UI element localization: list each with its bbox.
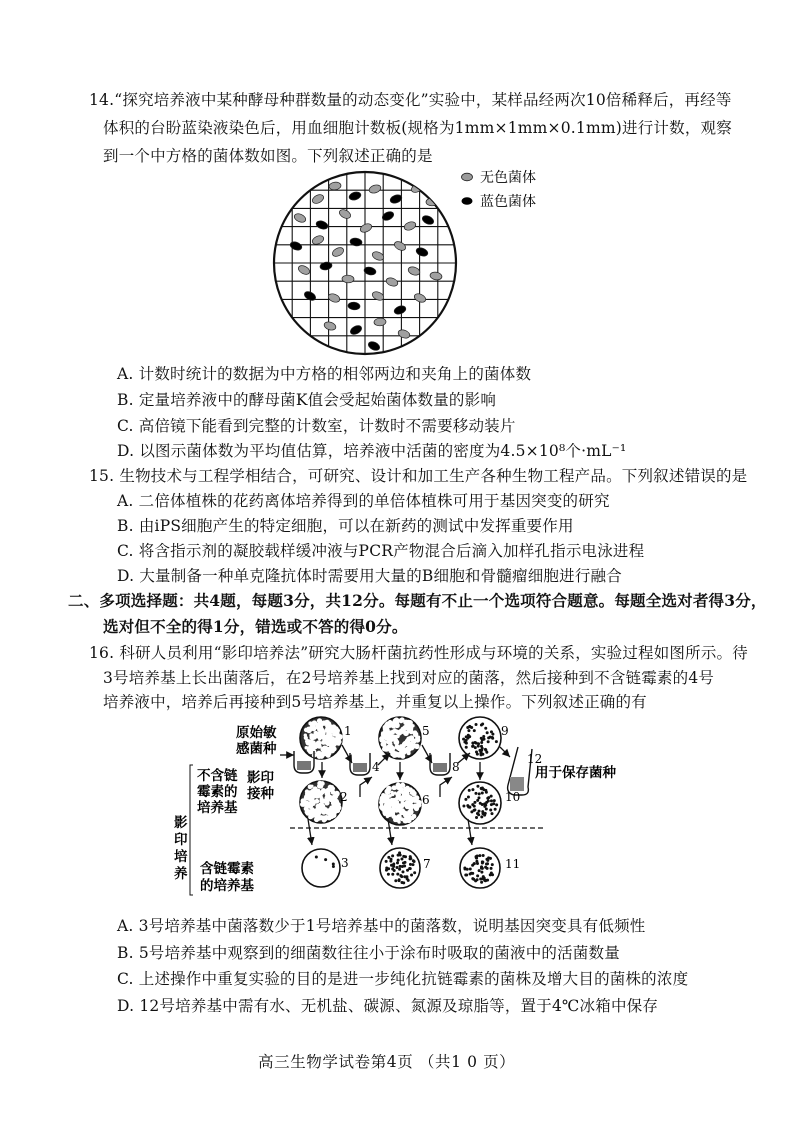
- num-1: 1: [344, 724, 352, 738]
- label-no-strep-2: 霉素的: [197, 784, 238, 800]
- q16-option-c: C. 上述操作中重复实验的目的是进一步纯化抗链霉素的菌株及增大目的菌株的浓度: [117, 970, 689, 988]
- legend-colorless: 无色菌体: [480, 170, 536, 186]
- num-9: 9: [501, 724, 509, 738]
- label-side-4: 养: [174, 866, 188, 882]
- q15-option-a: A. 二倍体植株的花药离体培养得到的单倍体植株可用于基因突变的研究: [117, 492, 610, 510]
- q16-option-d: D. 12号培养基中需有水、无机盐、碳源、氮源及琼脂等，置于4℃冰箱中保存: [117, 997, 659, 1015]
- num-5: 5: [422, 724, 430, 738]
- section2-line2: 选对但不全的得1分，错选或不答的得0分。: [103, 617, 408, 636]
- q14-option-c: C. 高倍镜下能看到完整的计数室，计数时不需要移动装片: [117, 417, 516, 435]
- hemocytometer-figure: [0, 0, 800, 370]
- label-replica-2: 接种: [247, 786, 274, 802]
- blue-cell-icon: [462, 197, 473, 205]
- num-8: 8: [452, 760, 460, 774]
- legend-blue: 蓝色菌体: [480, 194, 536, 210]
- q14-stem-line3: 到一个中方格的菌体数如图。下列叙述正确的是: [103, 147, 433, 165]
- q16-option-b: B. 5号培养基中观察到的细菌数往往小于涂布时吸取的菌液中的活菌数量: [117, 944, 620, 962]
- label-original-2: 感菌种: [236, 741, 277, 757]
- label-with-strep-2: 的培养基: [200, 878, 254, 894]
- label-original-1: 原始敏: [236, 725, 277, 741]
- num-4: 4: [372, 760, 380, 774]
- label-no-strep-3: 培养基: [197, 800, 238, 816]
- q14-option-a: A. 计数时统计的数据为中方格的相邻两边和夹角上的菌体数: [117, 365, 532, 383]
- colorless-cell-icon: [462, 173, 473, 181]
- num-11: 11: [505, 857, 521, 871]
- label-side-2: 印: [174, 832, 188, 848]
- label-replica-1: 影印: [247, 770, 274, 786]
- q15-option-c: C. 将含指示剂的凝胶载样缓冲液与PCR产物混合后滴入加样孔指示电泳进程: [117, 542, 645, 560]
- replica-plating-diagram: [0, 705, 800, 905]
- q16-stem-line1: 16. 科研人员利用“影印培养法”研究大肠杆菌抗药性形成与环境的关系，实验过程如图所示。待: [89, 644, 748, 662]
- num-12: 12: [527, 752, 543, 766]
- q14-stem-line1: 14.“探究培养液中某种酵母种群数量的动态变化”实验中，某样品经两次10倍稀释后，再经等: [89, 91, 732, 109]
- q16-stem-line2: 3号培养基上长出菌落后，在2号培养基上找到对应的菌落，然后接种到不含链霉素的4号: [103, 669, 715, 687]
- page-footer: 高三生物学试卷第4页 （共1 0 页）: [258, 1053, 516, 1071]
- label-with-strep-1: 含链霉素: [200, 861, 254, 877]
- q15-option-b: B. 由iPS细胞产生的特定细胞，可以在新药的测试中发挥重要作用: [117, 517, 574, 535]
- label-side-1: 影: [174, 815, 188, 831]
- num-6: 6: [422, 793, 430, 807]
- q14-stem-line2: 体积的台盼蓝染液染色后，用血细胞计数板(规格为1mm×1mm×0.1mm)进行计数，观察: [103, 119, 732, 137]
- label-no-strep-1: 不含链: [197, 768, 238, 784]
- q16-stem-line3: 培养液中，培养后再接种到5号培养基上，并重复以上操作。下列叙述正确的有: [103, 693, 647, 711]
- num-3: 3: [341, 856, 349, 870]
- q14-option-d: D. 以图示菌体数为平均值估算，培养液中活菌的密度为4.5×10⁸个·mL⁻¹: [117, 442, 627, 460]
- num-10: 10: [505, 790, 521, 804]
- q14-option-b: B. 定量培养液中的酵母菌K值会受起始菌体数量的影响: [117, 391, 497, 409]
- label-side-3: 培: [174, 849, 188, 865]
- q15-option-d: D. 大量制备一种单克隆抗体时需要用大量的B细胞和骨髓瘤细胞进行融合: [117, 567, 622, 585]
- num-7: 7: [423, 857, 431, 871]
- label-save: 用于保存菌种: [535, 765, 616, 781]
- num-2: 2: [340, 790, 348, 804]
- section2-line1: 二、多项选择题：共4题，每题3分，共12分。每题有不止一个选项符合题意。每题全选对者得3分，: [68, 591, 767, 610]
- q16-option-a: A. 3号培养基中菌落数少于1号培养基中的菌落数，说明基因突变具有低频性: [117, 917, 646, 935]
- q15-stem: 15. 生物技术与工程学相结合，可研究、设计和加工生产各种生物工程产品。下列叙述错误的是: [89, 467, 748, 485]
